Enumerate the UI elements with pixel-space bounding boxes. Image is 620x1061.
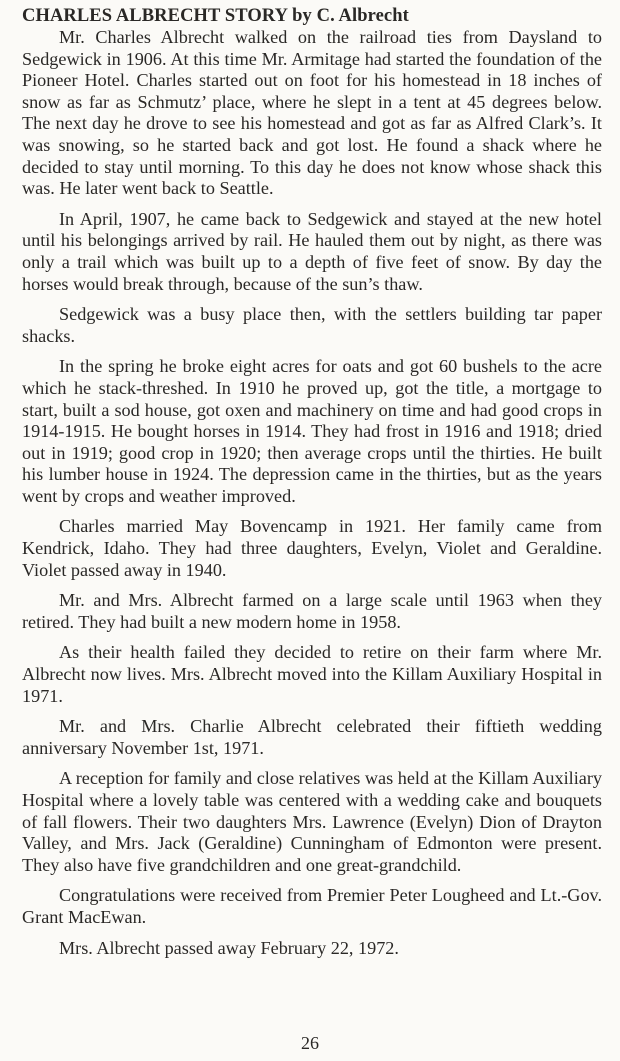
- story-title: CHARLES ALBRECHT STORY by C. Albrecht: [22, 6, 409, 26]
- page-number: 26: [301, 1033, 319, 1053]
- paragraph-reception: A reception for family and close relatives was held at the Killam Auxiliary Hospital where a lovely table was centered with a wedding cake and bouquets of fall flowers. Their two daughters Mrs. Lawrence (Evelyn) Dion of Drayton Valley, and Mrs. Jack (Geraldine) Cunningham of Edmonton were present. They also have five grandchildren and one great-grandchild.: [22, 768, 602, 875]
- document-page: [22, 5, 602, 968]
- paragraph-return-1907: In April, 1907, he came back to Sedgewick and stayed at the new hotel until his belongings arrived by rail. He hauled them out by night, as there was only a trail which was built up to a depth of five feet of snow. By day the horses would break through, because of the sun’s thaw.: [22, 208, 602, 294]
- paragraph-arrival-1906: Mr. Charles Albrecht walked on the railroad ties from Daysland to Sedgewick in 1906. At this time Mr. Armitage had started the foundation of the Pioneer Hotel. Charles started out on foot for his homestead in 18 inches of snow as far as Schmutz’ place, where he slept in a tent at 45 degrees below. The next day he drove to see his homestead and got as far as Alfred Clark’s. It was snowing, so he started back and got lost. He found a shack where he decided to stay until morning. To this day he does not know whose shack this was. He later went back to Seattle.: [22, 27, 602, 199]
- paragraph-anniversary: Mr. and Mrs. Charlie Albrecht celebrated their fiftieth wedding anniversary November 1st, 1971.: [22, 716, 602, 758]
- paragraph-farming-years: In the spring he broke eight acres for oats and got 60 bushels to the acre which he stack-threshed. In 1910 he proved up, got the title, a mortgage to start, built a sod house, got oxen and machinery on time and had good crops in 1914-1915. He bought horses in 1914. They had frost in 1916 and 1918; dried out in 1919; good crop in 1920; then average crops until the thirties. He built his lumber house in 1924. The depression came in the thirties, but as the years went by crops and weather improved.: [22, 356, 602, 506]
- paragraph-marriage: Charles married May Bovencamp in 1921. Her family came from Kendrick, Idaho. They had three daughters, Evelyn, Violet and Geraldine. Violet passed away in 1940.: [22, 516, 602, 580]
- paragraph-health: As their health failed they decided to retire on their farm where Mr. Albrecht now lives. Mrs. Albrecht moved into the Killam Auxiliary Hospital in 1971.: [22, 642, 602, 706]
- paragraph-congratulations: Congratulations were received from Premier Peter Lougheed and Lt.-Gov. Grant MacEwan.: [22, 885, 602, 927]
- paragraph-retirement: Mr. and Mrs. Albrecht farmed on a large scale until 1963 when they retired. They had built a new modern home in 1958.: [22, 590, 602, 632]
- paragraph-passing: Mrs. Albrecht passed away February 22, 1972.: [59, 937, 399, 958]
- paragraph-sedgewick-busy: Sedgewick was a busy place then, with the settlers building tar paper shacks.: [22, 304, 602, 346]
